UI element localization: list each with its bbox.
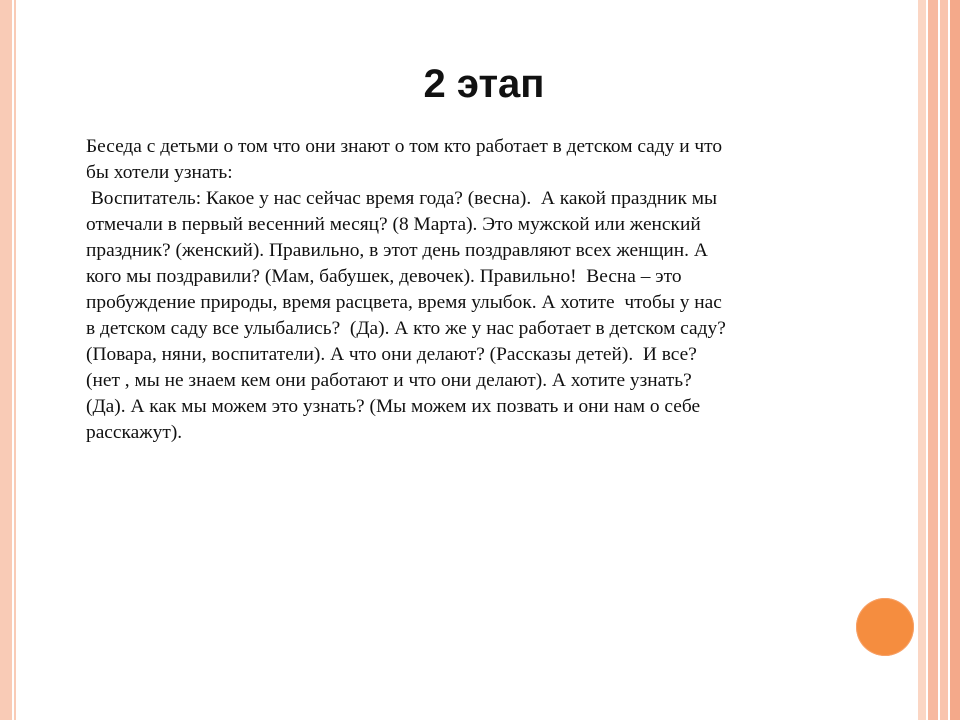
body-line: расскажут). bbox=[86, 422, 183, 443]
body-line: отмечали в первый весенний месяц? (8 Марта). Это мужской или женский bbox=[86, 214, 701, 235]
slide-body-text bbox=[86, 134, 898, 446]
body-line: (Да). А как мы можем это узнать? (Мы можем их позвать и они нам о себе bbox=[86, 396, 701, 417]
body-line: в детском саду все улыбались? (Да). А кто же у нас работает в детском саду? bbox=[86, 318, 726, 339]
slide-title: 2 этап bbox=[423, 62, 545, 106]
body-line: кого мы поздравили? (Мам, бабушек, девочек). Правильно! Весна – это bbox=[86, 266, 682, 287]
body-line: бы хотели узнать: bbox=[86, 162, 233, 183]
body-line: Воспитатель: Какое у нас сейчас время года? (весна). А какой праздник мы bbox=[86, 188, 718, 209]
body-line: (нет , мы не знаем кем они работают и что они делают). А хотите узнать? bbox=[86, 370, 692, 391]
body-line: (Повара, няни, воспитатели). А что они делают? (Рассказы детей). И все? bbox=[86, 344, 697, 365]
orange-circle-decoration bbox=[856, 598, 914, 656]
body-line: пробуждение природы, время расцвета, время улыбок. А хотите чтобы у нас bbox=[86, 292, 722, 313]
body-line: Беседа с детьми о том что они знают о том кто работает в детском саду и что bbox=[86, 136, 723, 157]
body-line: праздник? (женский). Правильно, в этот день поздравляют всех женщин. А bbox=[86, 240, 708, 261]
